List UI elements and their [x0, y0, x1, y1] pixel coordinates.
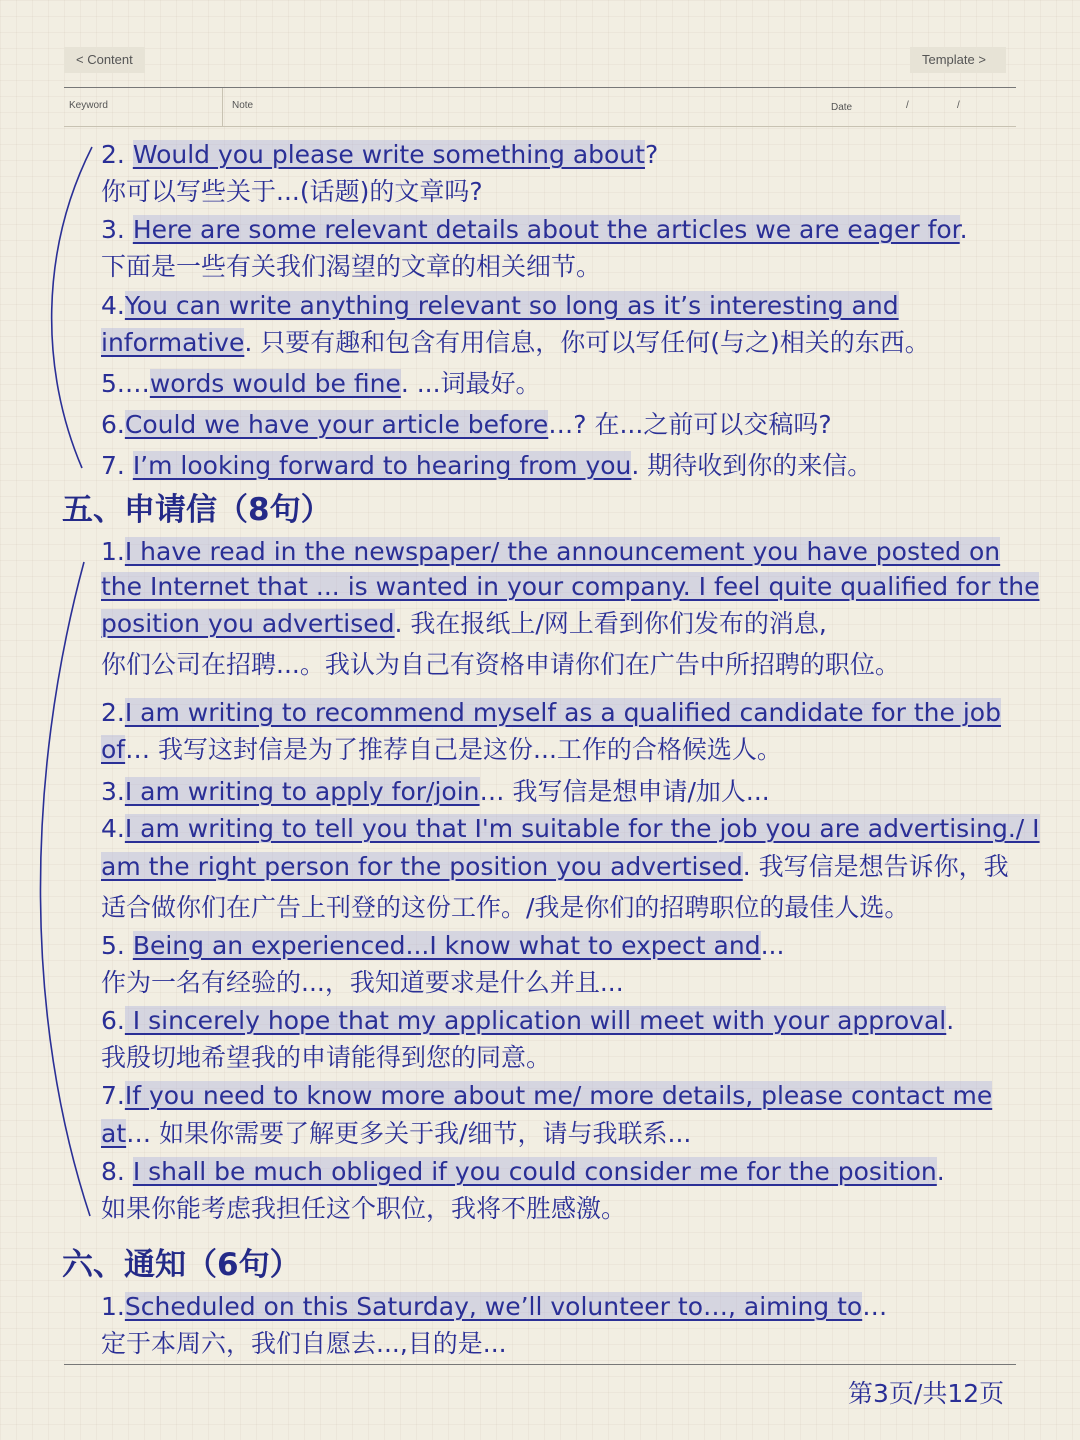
text-line: 定于本周六，我们自愿去...,目的是... [101, 1329, 507, 1358]
section-heading-notice: 六、通知（6句） [62, 1247, 301, 1283]
text-line: 7. I’m looking forward to hearing from you. 期待收到你的来信。 [101, 451, 873, 480]
footer-rule [64, 1364, 1016, 1365]
text-line: at… 如果你需要了解更多关于我/细节，请与我联系... [101, 1119, 692, 1148]
text-line: 2. Would you please write something about? [101, 140, 659, 169]
text-line: 6.Could we have your article before…? 在...之前可以交稿吗? [101, 410, 832, 439]
text-line: 3. Here are some relevant details about the articles we are eager for. [101, 215, 968, 244]
text-line: 如果你能考虑我担任这个职位，我将不胜感激。 [101, 1194, 627, 1223]
text-line: 作为一名有经验的...，我知道要求是什么并且... [101, 968, 624, 997]
text-line: 3.I am writing to apply for/join… 我写信是想申请/加人... [101, 777, 770, 806]
text-line: 我殷切地希望我的申请能得到您的同意。 [101, 1043, 552, 1072]
template-nav-button[interactable]: Template > [910, 47, 1006, 73]
text-line: 7.If you need to know more about me/ more details, please contact me [101, 1081, 993, 1110]
section-heading-application-letter: 五、申请信（8句） [62, 492, 332, 528]
text-line: 你可以写些关于...(话题)的文章吗? [101, 177, 483, 206]
text-line: 下面是一些有关我们渴望的文章的相关细节。 [101, 252, 602, 281]
text-line: 8. I shall be much obliged if you could consider me for the position. [101, 1157, 945, 1186]
text-line: am the right person for the position you advertised. 我写信是想告诉你，我 [101, 852, 1009, 881]
text-line: 1.Scheduled on this Saturday, we’ll volunteer to…, aiming to… [101, 1292, 888, 1321]
text-line: the Internet that ... is wanted in your company. I feel quite qualified for the [101, 572, 1040, 601]
text-line: 2.I am writing to recommend myself as a qualified candidate for the job [101, 698, 1001, 727]
keyword-label: Keyword [69, 100, 108, 111]
text-line: informative. 只要有趣和包含有用信息，你可以写任何(与之)相关的东西。 [101, 328, 930, 357]
text-line: 你们公司在招聘...。我认为自己有资格申请你们在广告中所招聘的职位。 [101, 650, 900, 679]
note-label: Note [232, 100, 254, 111]
text-line: 1.I have read in the newspaper/ the announcement you have posted on [101, 537, 1001, 566]
page-number: 第3页/共12页 [848, 1379, 1005, 1408]
text-line: 5.…words would be fine. ...词最好。 [101, 369, 541, 398]
text-line: position you advertised. 我在报纸上/网上看到你们发布的消息, [101, 609, 827, 638]
text-line: 5. Being an experienced...I know what to expect and... [101, 931, 785, 960]
date-separator-2: / [957, 100, 960, 111]
text-line: of… 我写这封信是为了推荐自己是这份...工作的合格候选人。 [101, 735, 782, 764]
text-line: 适合做你们在广告上刊登的这份工作。/我是你们的招聘职位的最佳人选。 [101, 893, 910, 922]
text-line: 4.I am writing to tell you that I'm suitable for the job you are advertising./ I [101, 814, 1040, 843]
text-line: 6. I sincerely hope that my application will meet with your approval. [101, 1006, 955, 1035]
content-nav-button[interactable]: < Content [64, 47, 145, 73]
date-separator-1: / [906, 100, 909, 111]
text-line: 4.You can write anything relevant so long as it’s interesting and [101, 291, 899, 320]
date-label: Date [831, 102, 853, 113]
